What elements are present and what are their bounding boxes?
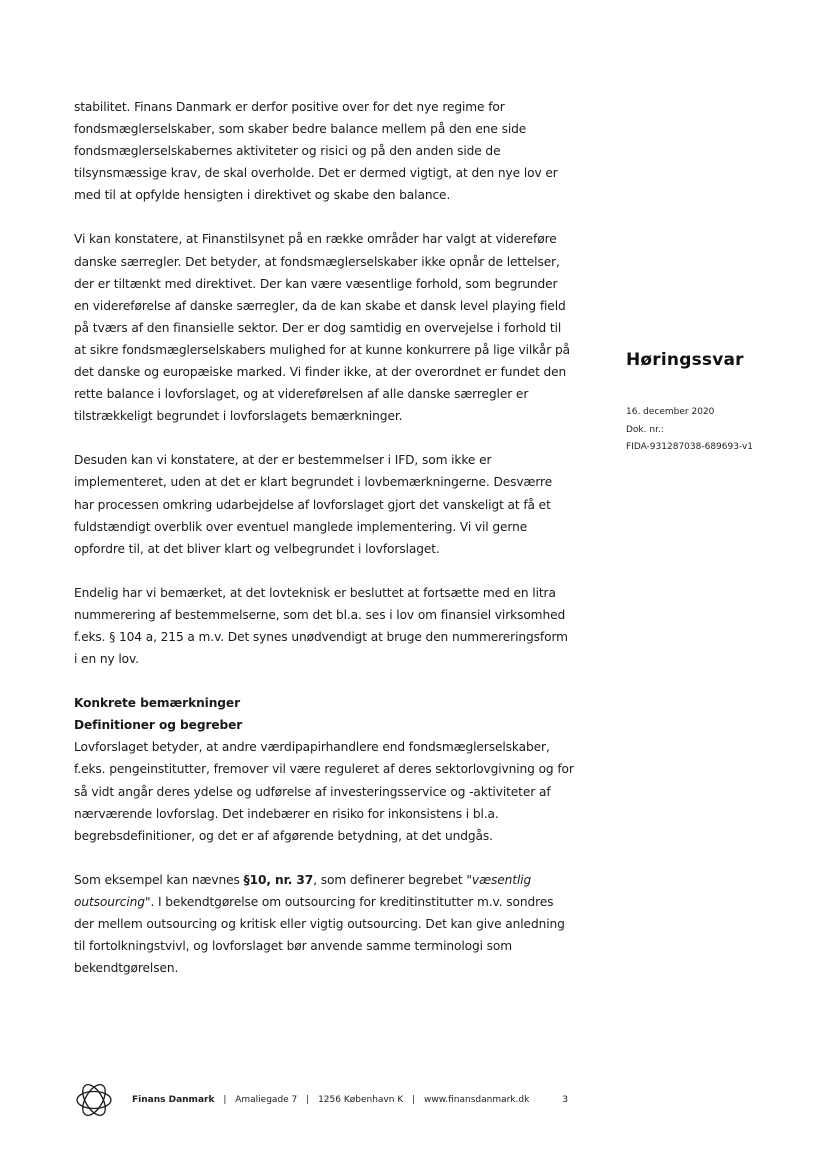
footer-brand: Finans Danmark: [132, 1095, 215, 1105]
term-quote: "væsentlig outsourcing": [74, 872, 532, 909]
footer-text: [132, 1095, 568, 1105]
footer-city: 1256 København K: [318, 1095, 404, 1105]
example-mid-text: , som definerer begrebet: [313, 872, 467, 887]
example-end-text: . I bekendtgørelse om outsourcing for kreditinstitutter m.v. sondres der mellem outsourcing og kritisk eller vigtig outsourcing. Det kan give anledning til fortolkningstvivl, og lovforslaget bør anvende samme terminologi som bekendtgørelsen.: [74, 894, 565, 976]
footer-separator: |: [412, 1095, 416, 1105]
document-number: FIDA-931287038-689693-v1: [626, 442, 754, 452]
paragraph-definitions: Lovforslaget betyder, at andre værdipapirhandlere end fondsmæglerselskaber, f.eks. pengeinstitutter, fremover vil være reguleret af deres sektorlovgivning og for så vidt angår deres ydelse og udførelse af investeringsservice og -aktiviteter af nærværende lovforslag. Det indebærer en risiko for inkonsistens i bl.a. begrebsdefinitioner, og det er af afgørende betydning, at det undgås.: [74, 740, 574, 843]
page-footer: [72, 1076, 592, 1124]
paragraph-special-rules: Vi kan konstatere, at Finanstilsynet på en række områder har valgt at videreføre danske særregler. Det betyder, at fondsmæglerselskaber ikke opnår de lettelser, der er tiltænkt med direktivet. Der kan være væsentlige forhold, som begrunder en videreførelse af danske særregler, da de kan skabe et dansk level playing field på tværs af den finansielle sektor. Der er dog samtidig en overvejelse i forhold til at sikre fondsmæglerselskabers mulighed for at kunne konkurrere på lige vilkår på det danske og europæiske marked. Vi finder ikke, at der overordnet er fundet den rette balance i lovforslaget, og at videreførelsen af alle danske særregler er tilstrækkeligt begrundet i lovforslagets bemærkninger.: [74, 232, 570, 424]
footer-separator: |: [306, 1095, 310, 1105]
paragraph-stability: stabilitet. Finans Danmark er derfor positive over for det nye regime for fondsmæglerselskaber, som skaber bedre balance mellem på den ene side fondsmæglerselskabernes aktiviteter og risici og på den anden side de tilsynsmæssige krav, de skal overholde. Det er dermed vigtigt, at den nye lov er med til at opfylde hensigten i direktivet og skabe den balance.: [74, 100, 558, 203]
example-intro-text: Som eksempel kan nævnes: [74, 872, 244, 887]
document-type-title: Høringssvar: [626, 350, 744, 370]
document-body: [74, 96, 574, 1001]
footer-address: Amaliegade 7: [235, 1095, 298, 1105]
paragraph-outsourcing-example: [74, 869, 574, 979]
footer-website-link[interactable]: www.finansdanmark.dk: [424, 1095, 530, 1105]
section-heading: Konkrete bemærkninger: [74, 696, 241, 711]
subsection-heading: Definitioner og begreber: [74, 718, 243, 733]
document-sidebar: [626, 350, 816, 457]
page-number: 3: [562, 1095, 568, 1105]
document-number-label: Dok. nr.:: [626, 424, 664, 435]
document-date: 16. december 2020: [626, 407, 715, 417]
footer-separator: |: [223, 1095, 227, 1105]
paragraph-numbering: Endelig har vi bemærket, at det lovteknisk er besluttet at fortsætte med en litra nummerering af bestemmelserne, som det bl.a. ses i lov om finansiel virksomhed f.eks. § 104 a, 215 a m.v. Det synes unødvendigt at bruge den nummereringsform i en ny lov.: [74, 585, 568, 667]
finans-danmark-logo-icon: [72, 1078, 116, 1122]
section-reference: §10, nr. 37: [243, 872, 314, 887]
paragraph-implementation: Desuden kan vi konstatere, at der er bestemmelser i IFD, som ikke er implementeret, uden at det er klart begrundet i lovbemærkningerne. Desværre har processen omkring udarbejdelse af lovforslaget gjort det vanskeligt at få et fuldstændigt overblik over eventuel manglede implementering. Vi vil gerne opfordre til, at det bliver klart og velbegrundet i lovforslaget.: [74, 453, 553, 556]
